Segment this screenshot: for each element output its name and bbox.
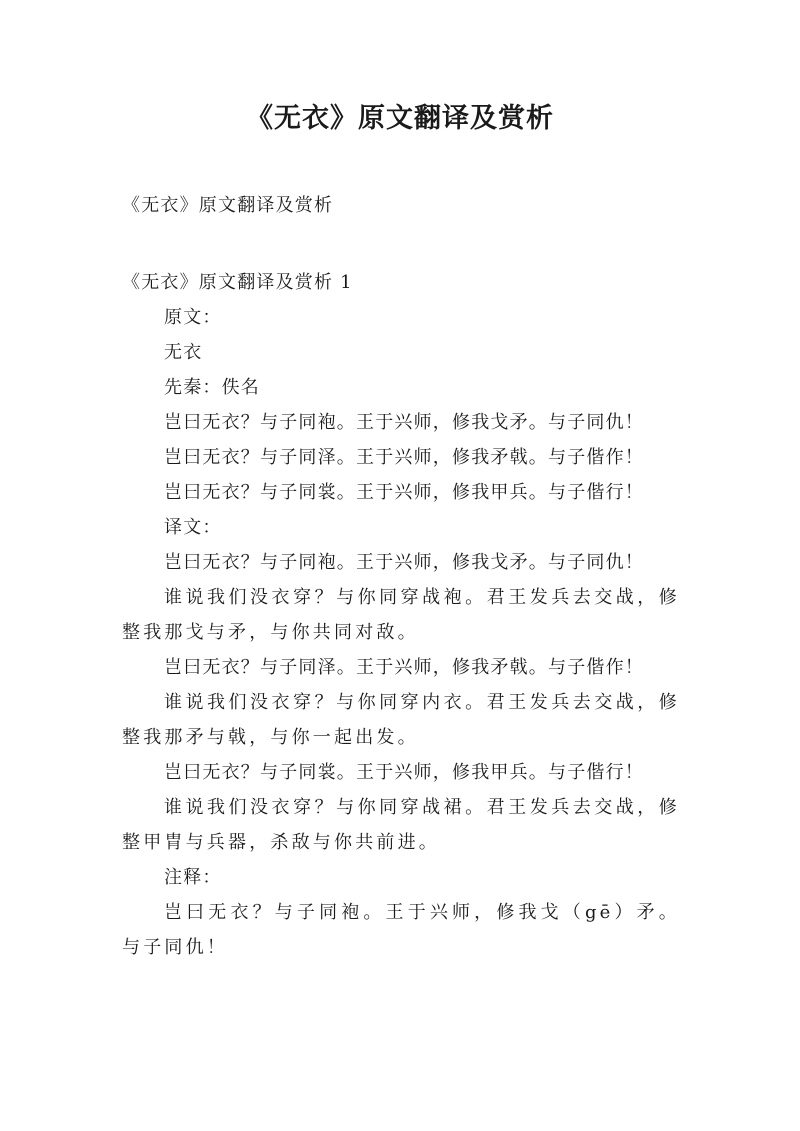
- poem-title: 无衣: [164, 342, 203, 363]
- section-heading: 《无衣》原文翻译及赏析 1: [122, 272, 353, 293]
- translation-original-line: 岂曰无衣？与子同泽。王于兴师，修我矛戟。与子偕作！: [164, 657, 644, 678]
- document-body: [122, 188, 680, 965]
- original-label: 原文：: [164, 307, 222, 328]
- translation-original-line: 岂曰无衣？与子同袍。王于兴师，修我戈矛。与子同仇！: [164, 552, 644, 573]
- translation-paragraph: 谁说我们没衣穿？与你同穿战裙。君王发兵去交战，修整甲胄与兵器，杀敌与你共前进。: [122, 797, 680, 853]
- translation-label: 译文：: [164, 517, 222, 538]
- poem-line: 岂曰无衣？与子同泽。王于兴师，修我矛戟。与子偕作！: [164, 447, 644, 468]
- translation-paragraph: 谁说我们没衣穿？与你同穿内衣。君王发兵去交战，修整我那矛与戟，与你一起出发。: [122, 692, 680, 748]
- poem-line: 岂曰无衣？与子同袍。王于兴师，修我戈矛。与子同仇！: [164, 412, 644, 433]
- notes-paragraph: 岂曰无衣？与子同袍。王于兴师，修我戈（gē）矛。与子同仇！: [122, 902, 680, 958]
- document-title: 《无衣》原文翻译及赏析: [246, 103, 554, 134]
- translation-original-line: 岂曰无衣？与子同裳。王于兴师，修我甲兵。与子偕行！: [164, 762, 644, 783]
- document-subtitle: 《无衣》原文翻译及赏析: [122, 195, 334, 216]
- poem-author: 先秦：佚名: [164, 377, 260, 398]
- poem-line: 岂曰无衣？与子同裳。王于兴师，修我甲兵。与子偕行！: [164, 482, 644, 503]
- translation-paragraph: 谁说我们没衣穿？与你同穿战袍。君王发兵去交战，修整我那戈与矛，与你共同对敌。: [122, 587, 680, 643]
- notes-label: 注释：: [164, 867, 222, 888]
